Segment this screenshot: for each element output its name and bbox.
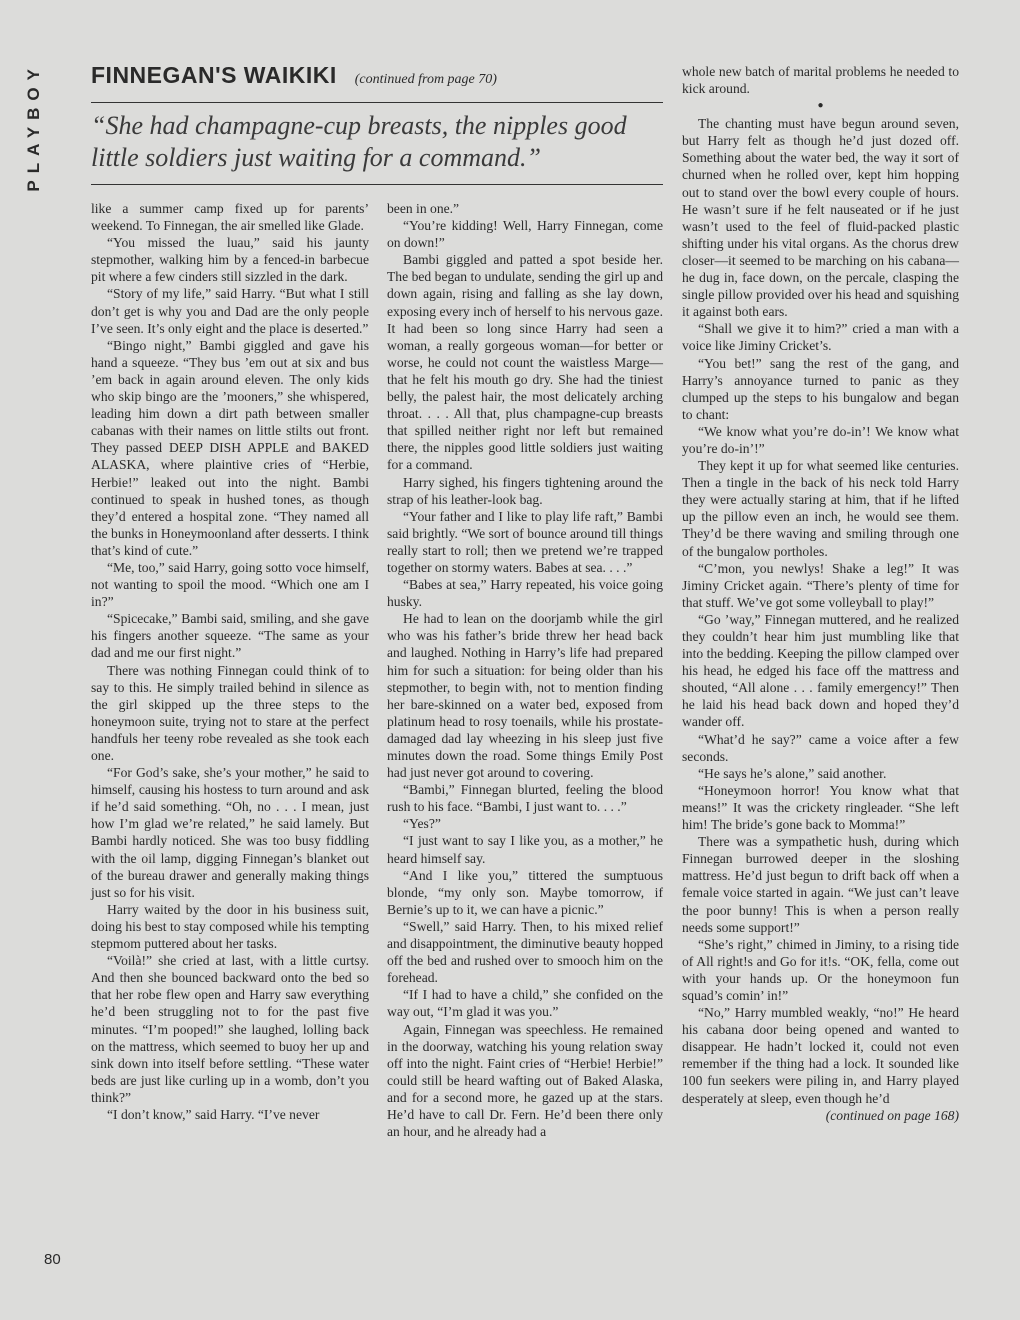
paragraph: “Voilà!” she cried at last, with a little curtsy. And then she bounced backward onto the bed so that her robe flew open and Harry saw everything he’d been struggling not to for the past five minutes. “I’m pooped!” she laughed, lolling back on the mattress, which seemed to buoy her up and sink down into itself before settling. “These water beds are just like curling up in a womb, don’t you think?” [91,953,369,1105]
paragraph: “Story of my life,” said Harry. “But what I still don’t get is why you and Dad are the only people I’ve seen. It’s only eight and the place is deserted.” [91,286,369,336]
masthead-vertical: PLAYBOY [24,62,43,192]
article-title: FINNEGAN'S WAIKIKI [91,62,337,88]
paragraph: “Go ’way,” Finnegan muttered, and he realized they couldn’t hear him just mumbling like that into the bedding. Keeping the pillow clamped over his head, he edged his face off the mattress and shouted, “All alone . . . family emergency!” Then he laid his head back down and hoped they’d wander off. [682,611,959,730]
paragraph: “Honeymoon horror! You know what that means!” It was the crickety ringleader. “She left him! The bride’s gone back to Momma!” [682,782,959,833]
paragraph: “For God’s sake, she’s your mother,” he said to himself, causing his hostess to turn around and ask if he’d said something. “Oh, no . . . I mean, just how I’m glad we’re related,” he said lamely. But Bambi hardly noticed. She was too busy fiddling with the oil lamp, digging Finnegan’s blanket out of the bureau drawer and generally making things just so for his visit. [91,765,369,900]
paragraph: “No,” Harry mumbled weakly, “no!” He heard his cabana door being opened and wanted to disappear. He hadn’t locked it, could not even remember if the thing had a lock. It sounded like 100 fun seekers were piling in, and Harry played desperately at sleep, even though he’d [682,1005,959,1106]
page-number: 80 [44,1251,61,1268]
section-break-bullet: ● [817,100,824,112]
column-1 [91,200,369,1123]
continued-on-note: (continued on page 168) [825,1107,959,1123]
article-header [91,60,663,103]
paragraph: “Babes at sea,” Harry repeated, his voice going husky. [387,577,663,610]
paragraph: “If I had to have a child,” she confided on the way out, “I’m glad it was you.” [387,987,663,1020]
paragraph: There was a sympathetic hush, during which Finnegan burrowed deeper in the sloshing mattress. He’d just begun to drift back off when a female voice started in again. “We just can’t leave the poor bunny! This is when a person really needs some support!” [682,834,959,935]
paragraph: “What’d he say?” came a voice after a few seconds. [682,731,959,764]
paragraph: “I don’t know,” said Harry. “I’ve never [107,1106,320,1122]
paragraph: Harry sighed, his fingers tightening around the strap of his leather-look bag. [387,474,663,507]
paragraph: “Spicecake,” Bambi said, smiling, and she gave his fingers another squeeze. “The same as your dad and me our first night.” [91,611,369,661]
paragraph: “Swell,” said Harry. Then, to his mixed relief and disappointment, the diminutive beauty hopped off the bed and rushed over to smooch him on the forehead. [387,918,663,986]
paragraph: “Shall we give it to him?” cried a man with a voice like Jiminy Cricket’s. [682,321,959,354]
paragraph: “He says he’s alone,” said another. [698,765,887,781]
paragraph: “C’mon, you newlys! Shake a leg!” It was Jiminy Cricket again. “There’s plenty of time for that stuff. We’ve got some volleyball to play!” [682,560,959,610]
paragraph: “Me, too,” said Harry, going sotto voce himself, not wanting to spoil the mood. “Which one am I in?” [91,559,369,610]
paragraph: whole new batch of marital problems he needed to kick around. [682,64,959,97]
paragraph: Harry waited by the door in his business suit, doing his best to stay composed while his tempting stepmom puttered about her tasks. [91,901,369,952]
paragraph: “You missed the luau,” said his jaunty stepmother, walking him by a fenced-in barbecue pit where a few cinders still sizzled in the dark. [91,235,369,285]
paragraph: “Your father and I like to play life raft,” Bambi said brightly. “We sort of bounce around till things really start to roll; then we pretend we’re trapped together on stormy waters. Babes at sea. . . .” [387,508,663,575]
paragraph: Again, Finnegan was speechless. He remained in the doorway, watching his young relation sway off into the night. Faint cries of “Herbie! Herbie!” could still be heard wafting out of Baked Alaska, and for a second more, he gazed up at the stars. He’d have to call Dr. Fern. He’d been there only an hour, and he already had a [387,1021,663,1140]
paragraph: “I just want to say I like you, as a mother,” he heard himself say. [387,833,663,866]
paragraph: “She’s right,” chimed in Jiminy, to a rising tide of All right!s and Go for it!s. “OK, fella, come out with your hands up. Or the honeymoon fun squad’s comin’ in!” [682,936,959,1003]
column-2 [387,200,663,1140]
paragraph: He had to lean on the doorjamb while the girl who was his father’s bride threw her head back and laughed. Nothing in Harry’s life had prepared him for such a situation: for being older than his stepmother, to begin with, not to mention finding her bare-skinned on a water bed, exposed from platinum head to rosy toenails, while his prostate-damaged dad lay wheezing in his sleep just five minutes down the road. Some things Emily Post had just never got around to covering. [387,611,663,781]
paragraph: been in one.” [387,201,460,216]
paragraph: “Bambi,” Finnegan blurted, feeling the blood rush to his face. “Bambi, I just want to. . . .” [387,782,663,815]
pull-quote: “She had champagne-cup breasts, the nipples good little soldiers just waiting for a command.” [91,110,663,185]
paragraph: There was nothing Finnegan could think of to say to this. He simply trailed behind in silence as the girl skipped up the three steps to the honeymoon suite, trying not to stare at the perfect handfuls her teeny robe revealed as she took each one. [91,662,369,763]
paragraph: Bambi giggled and patted a spot beside her. The bed began to undulate, sending the girl up and down again, rising and falling as she lay down, exposing every inch of herself to his nervous gaze. It had been so long since Harry had seen a woman, a really gorgeous woman—for better or worse, he could not count the waistless Marge—that he felt his mouth go dry. She had the tiniest belly, the palest hair, the most delicately arching throat. . . . All that, plus champagne-cup breasts that spilled neither right nor left but remained there, the nipples good little soldiers just waiting for a command. [387,252,663,473]
paragraph: like a summer camp fixed up for parents’ weekend. To Finnegan, the air smelled like Glade. [91,201,369,234]
paragraph: They kept it up for what seemed like centuries. Then a tingle in the back of his neck told Harry they were actually staring at him, that if he lifted up the pillow even an inch, he would see them. They’d be there waving and smiling through one of the bungalow portholes. [682,458,959,559]
paragraph: “You bet!” sang the rest of the gang, and Harry’s annoyance turned to panic as they clumped up the steps to his bungalow and began to chant: [682,355,959,422]
paragraph: “You’re kidding! Well, Harry Finnegan, come on down!” [387,218,663,251]
paragraph: The chanting must have begun around seven, but Harry felt as though he’d just dozed off. Something about the water bed, the way it sort of churned when he rolled over, kept him hopping out to stand over the bowl every couple of hours. He wasn’t sure if he felt nauseated or if he just wasn’t used to the feel of fluid-packed plastic shifting under his vital organs. As the chorus drew closer—it seemed to be marching on his cabana—he dug in, face down, on the percale, clasping the single pillow provided over his head and squishing it against both ears. [682,116,959,320]
column-3 [682,63,959,1124]
continued-from-note: (continued from page 70) [354,72,497,87]
paragraph: “And I like you,” tittered the sumptuous blonde, “my only son. Maybe tomorrow, if Bernie’s up to it, we can have a picnic.” [387,867,663,917]
paragraph: “We know what you’re do-in’! We know what you’re do-in’!” [682,423,959,456]
paragraph: “Yes?” [403,816,441,832]
paragraph: “Bingo night,” Bambi giggled and gave his hand a squeeze. “They bus ’em out at six and bus ’em back in again around eleven. The only kids who skip bingo are the ’mooners,” she whispered, leading him down a dirt path between smaller cabanas with their names on little stilts out front. They passed DEEP DISH APPLE and BAKED ALASKA, where plaintive cries of “Herbie, Herbie!” leaked out into the night. Bambi continued to speak in hushed tones, as though they’d entered a hospital zone. “They named all the bunks in Honeymoonland after desserts. I think that’s kind of cute.” [91,337,369,558]
